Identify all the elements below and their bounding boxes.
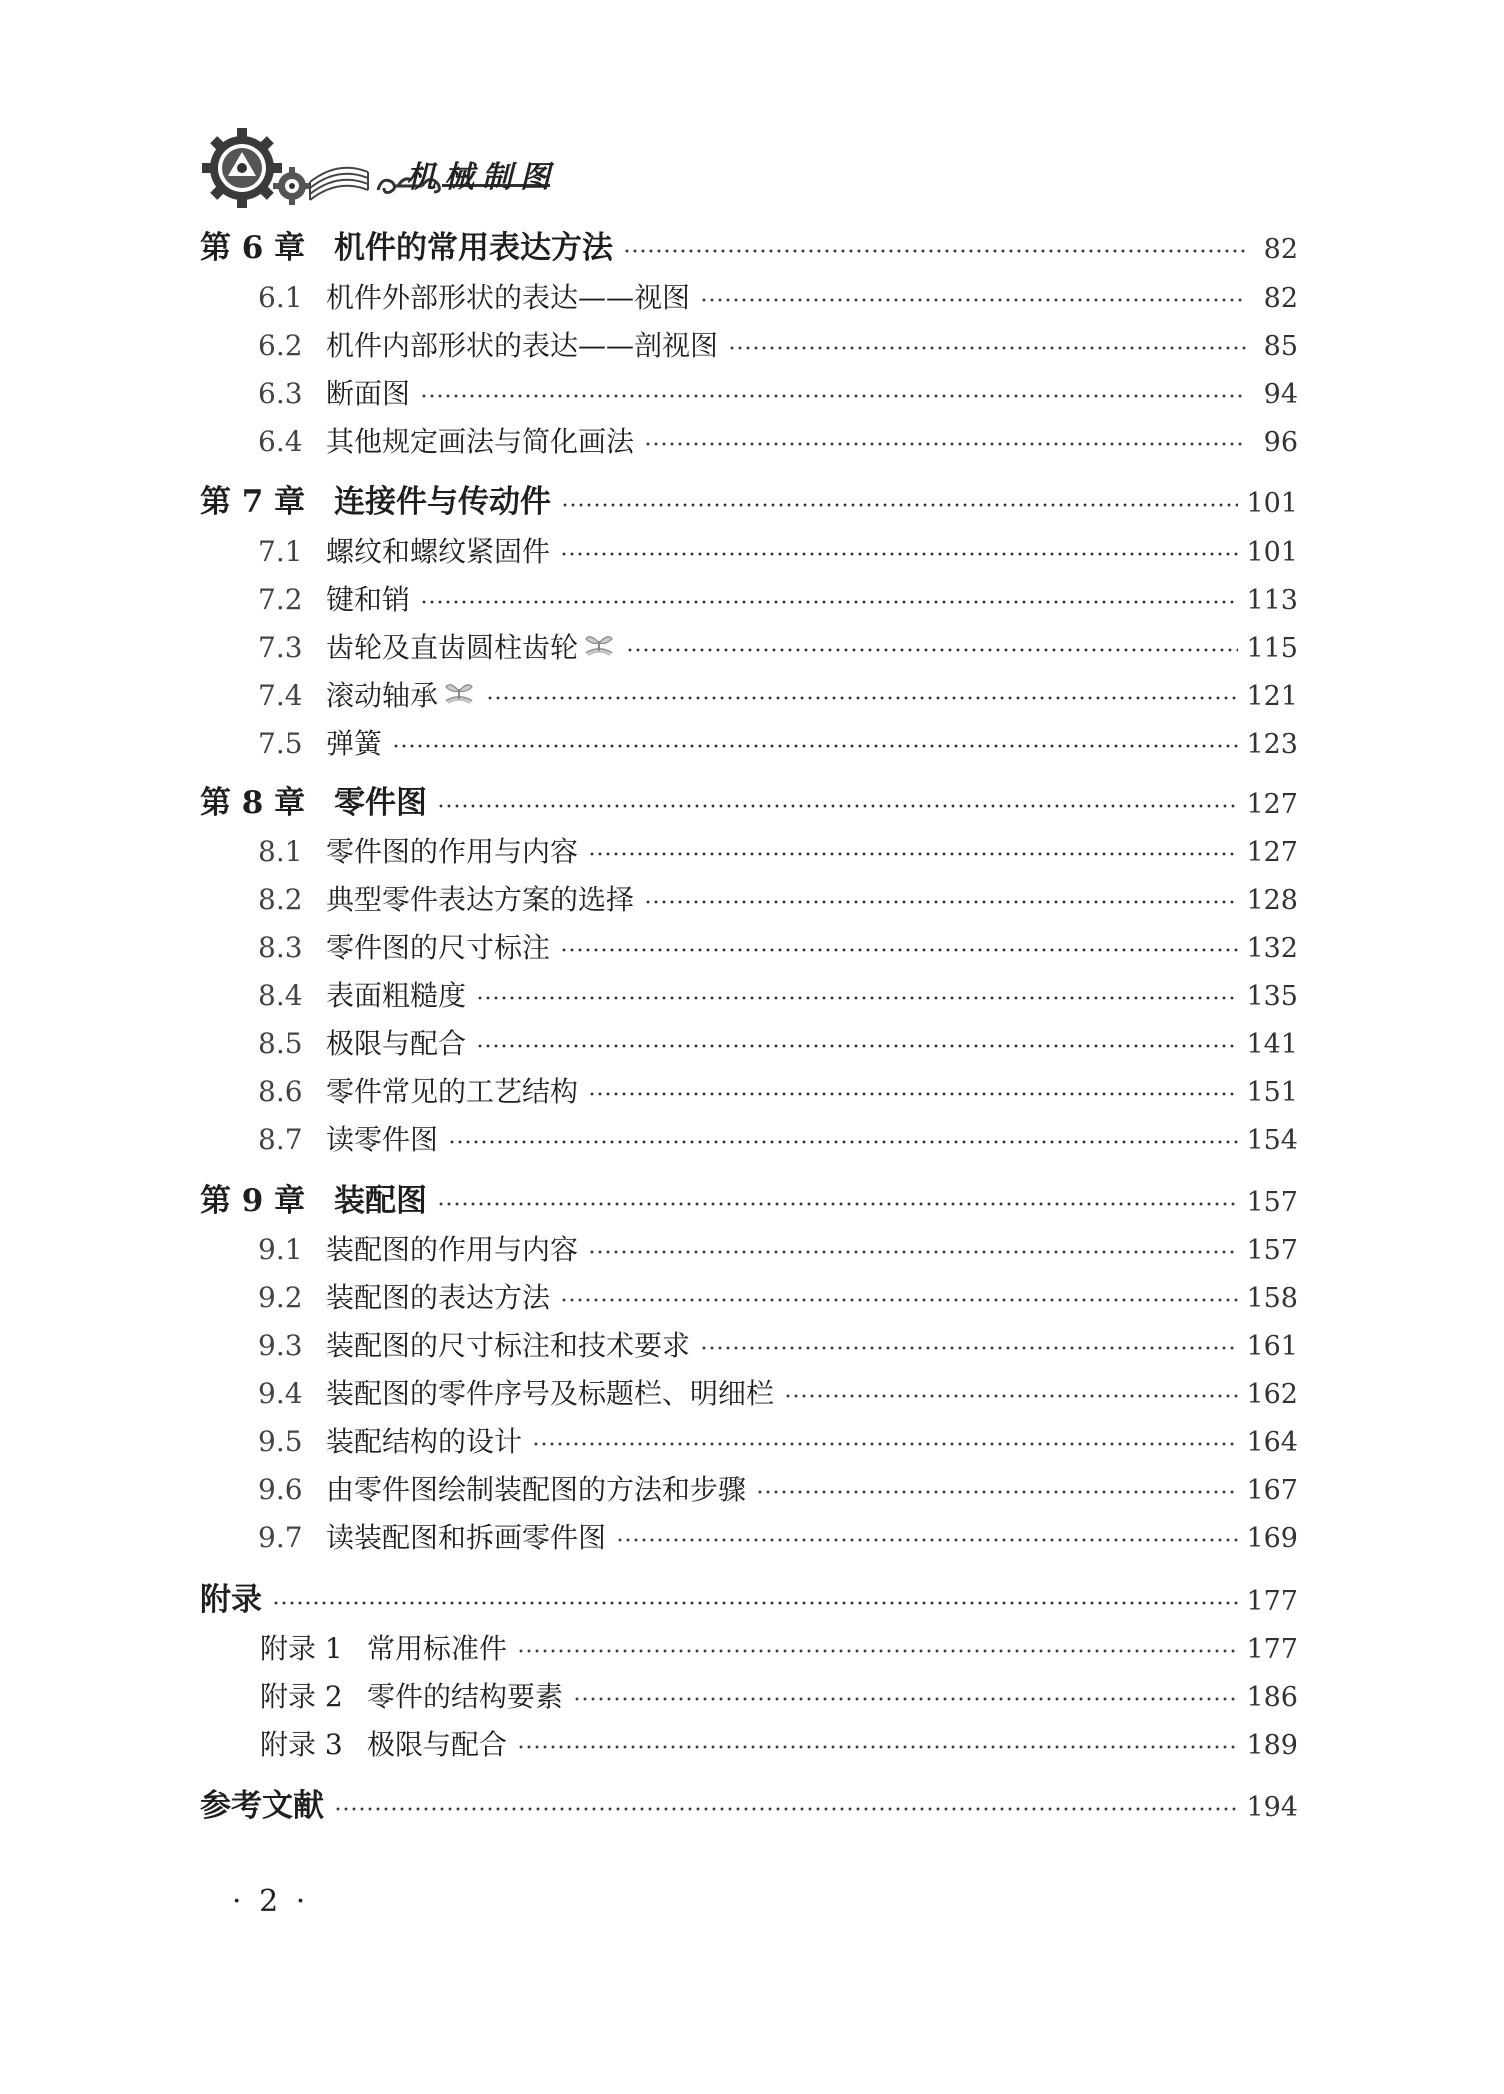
toc-entry-number: 附录 2	[260, 1680, 343, 1713]
toc-entry-page: 157	[1246, 1235, 1298, 1266]
toc-section-entry[interactable]	[258, 1420, 1298, 1460]
toc-entry-page: 132	[1246, 933, 1298, 964]
toc-entry-title: 机件外部形状的表达——视图	[326, 281, 691, 314]
toc-leader-dots	[626, 647, 1238, 653]
toc-entry-title: 极限与配合	[367, 1728, 508, 1761]
toc-entry-title: 读装配图和拆画零件图	[326, 1521, 607, 1554]
toc-entry-number: 8.1	[258, 835, 303, 868]
toc-entry-number: 附录 3	[260, 1728, 343, 1761]
toc-entry-title: 极限与配合	[326, 1027, 467, 1060]
toc-entry-title: 装配结构的设计	[326, 1425, 523, 1458]
toc-entry-title: 其他规定画法与简化画法	[326, 425, 635, 458]
toc-entry-title: 装配图的尺寸标注和技术要求	[326, 1329, 691, 1362]
toc-entry-number: 第 6 章	[200, 230, 306, 266]
toc-entry-number: 7.5	[258, 727, 303, 760]
toc-section-entry[interactable]	[258, 674, 1298, 714]
toc-leader-dots	[517, 1648, 1238, 1654]
toc-entry-page: 121	[1246, 681, 1298, 712]
toc-entry-title: 连接件与传动件	[334, 484, 551, 520]
toc-leader-dots	[437, 803, 1238, 809]
toc-entry-page: 85	[1263, 331, 1298, 362]
toc-section-entry[interactable]	[258, 420, 1298, 460]
toc-entry-page: 186	[1246, 1682, 1298, 1713]
toc-entry-title: 常用标准件	[367, 1632, 508, 1665]
toc-chapter-entry[interactable]	[200, 222, 1298, 267]
toc-section-entry[interactable]	[260, 1675, 1298, 1715]
toc-leader-dots	[623, 248, 1246, 254]
toc-entry-page: 169	[1246, 1523, 1298, 1554]
toc-entry-number: 7.3	[258, 631, 303, 664]
toc-entry-page: 194	[1246, 1792, 1298, 1823]
toc-leader-dots	[616, 1537, 1238, 1543]
toc-entry-title: 装配图的表达方法	[326, 1281, 551, 1314]
toc-entry-number: 8.7	[258, 1123, 303, 1156]
toc-leader-dots	[272, 1600, 1238, 1606]
toc-leader-dots	[700, 1345, 1238, 1351]
toc-section-entry[interactable]	[258, 1118, 1298, 1158]
toc-entry-number: 8.5	[258, 1027, 303, 1060]
toc-entry-title: 零件图的作用与内容	[326, 835, 579, 868]
toc-entry-page: 135	[1246, 981, 1298, 1012]
toc-leader-dots	[420, 393, 1246, 399]
toc-entry-number: 附录 1	[260, 1632, 343, 1665]
page-number: · 2 ·	[232, 1884, 310, 1919]
toc-entry-page: 161	[1246, 1331, 1298, 1362]
sprout-icon	[582, 631, 616, 664]
toc-entry-number: 9.7	[258, 1521, 303, 1554]
toc-entry-title: 表面粗糙度	[326, 979, 467, 1012]
toc-entry-page: 154	[1246, 1125, 1298, 1156]
toc-leader-dots	[588, 1249, 1238, 1255]
toc-entry-number: 6.4	[258, 425, 303, 458]
toc-entry-number: 6.2	[258, 329, 303, 362]
toc-section-entry[interactable]	[258, 626, 1298, 666]
toc-leader-dots	[437, 1201, 1238, 1207]
toc-chapter-entry[interactable]	[200, 1780, 1298, 1825]
toc-entry-page: 157	[1246, 1187, 1298, 1218]
toc-entry-title: 零件图的尺寸标注	[326, 931, 551, 964]
toc-entry-title: 滚动轴承	[326, 679, 439, 712]
toc-entry-title: 键和销	[326, 583, 411, 616]
toc-leader-dots	[588, 851, 1238, 857]
toc-section-entry[interactable]	[258, 1276, 1298, 1316]
toc-leader-dots	[728, 345, 1246, 351]
toc-entry-page: 177	[1246, 1634, 1298, 1665]
toc-section-entry[interactable]	[258, 1516, 1298, 1556]
toc-entry-title: 由零件图绘制装配图的方法和步骤	[326, 1473, 747, 1506]
toc-leader-dots	[448, 1139, 1238, 1145]
toc-entry-page: 123	[1246, 729, 1298, 760]
toc-leader-dots	[334, 1806, 1238, 1812]
toc-leader-dots	[784, 1393, 1238, 1399]
toc-chapter-entry[interactable]	[200, 1574, 1298, 1619]
toc-entry-page: 164	[1246, 1427, 1298, 1458]
toc-entry-page: 158	[1246, 1283, 1298, 1314]
toc-entry-page: 96	[1263, 427, 1298, 458]
toc-leader-dots	[560, 551, 1238, 557]
toc-entry-number: 6.1	[258, 281, 303, 314]
toc-entry-number: 9.4	[258, 1377, 303, 1410]
toc-entry-number: 9.6	[258, 1473, 303, 1506]
toc-section-entry[interactable]	[258, 830, 1298, 870]
toc-entry-page: 127	[1246, 837, 1298, 868]
toc-entry-number: 9.1	[258, 1233, 303, 1266]
toc-entry-title: 螺纹和螺纹紧固件	[326, 535, 551, 568]
toc-entry-number: 8.2	[258, 883, 303, 916]
toc-entry-title: 机件的常用表达方法	[334, 230, 613, 266]
toc-leader-dots	[561, 502, 1238, 508]
toc-chapter-entry[interactable]	[200, 777, 1298, 822]
toc-entry-title: 零件的结构要素	[367, 1680, 564, 1713]
toc-entry-title: 典型零件表达方案的选择	[326, 883, 635, 916]
toc-section-entry[interactable]	[258, 1022, 1298, 1062]
toc-entry-page: 141	[1246, 1029, 1298, 1060]
toc-leader-dots	[476, 1043, 1238, 1049]
toc-entry-page: 94	[1263, 379, 1298, 410]
toc-section-entry[interactable]	[258, 974, 1298, 1014]
toc-section-entry[interactable]	[258, 530, 1298, 570]
toc-entry-page: 151	[1246, 1077, 1298, 1108]
toc-entry-page: 82	[1263, 283, 1298, 314]
toc-entry-title: 装配图	[334, 1183, 427, 1219]
toc-leader-dots	[700, 297, 1246, 303]
toc-entry-title: 弹簧	[326, 727, 383, 760]
toc-entry-number: 9.5	[258, 1425, 303, 1458]
toc-entry-title: 参考文献	[200, 1788, 324, 1824]
toc-leader-dots	[420, 599, 1238, 605]
toc-entry-page: 113	[1246, 585, 1298, 616]
running-header-title: 机械制图	[406, 160, 558, 195]
toc-section-entry[interactable]	[258, 324, 1298, 364]
toc-entry-page: 189	[1246, 1730, 1298, 1761]
toc-leader-dots	[560, 947, 1238, 953]
toc-entry-title: 零件常见的工艺结构	[326, 1075, 579, 1108]
toc-entry-number: 8.4	[258, 979, 303, 1012]
toc-entry-number: 6.3	[258, 377, 303, 410]
toc-entry-number: 9.2	[258, 1281, 303, 1314]
toc-chapter-entry[interactable]	[200, 1175, 1298, 1220]
toc-entry-page: 167	[1246, 1475, 1298, 1506]
toc-entry-page: 128	[1246, 885, 1298, 916]
toc-entry-number: 第 7 章	[200, 484, 306, 520]
toc-entry-page: 127	[1246, 789, 1298, 820]
toc-section-entry[interactable]	[260, 1627, 1298, 1667]
toc-chapter-entry[interactable]	[200, 476, 1298, 521]
toc-entry-number: 7.2	[258, 583, 303, 616]
toc-section-entry[interactable]	[258, 276, 1298, 316]
toc-section-entry[interactable]	[258, 1070, 1298, 1110]
toc-leader-dots	[392, 743, 1238, 749]
toc-entry-number: 7.4	[258, 679, 303, 712]
toc-leader-dots	[756, 1489, 1238, 1495]
toc-leader-dots	[486, 695, 1238, 701]
sprout-icon	[442, 679, 476, 712]
toc-entry-title: 断面图	[326, 377, 411, 410]
toc-entry-title: 装配图的作用与内容	[326, 1233, 579, 1266]
toc-entry-title: 机件内部形状的表达——剖视图	[326, 329, 719, 362]
toc-leader-dots	[573, 1696, 1238, 1702]
toc-entry-page: 177	[1246, 1586, 1298, 1617]
toc-section-entry[interactable]	[260, 1723, 1298, 1763]
toc-section-entry[interactable]	[258, 578, 1298, 618]
toc-entry-title: 零件图	[334, 785, 427, 821]
toc-leader-dots	[476, 995, 1238, 1001]
toc-section-entry[interactable]	[258, 722, 1298, 762]
toc-section-entry[interactable]	[258, 1228, 1298, 1268]
toc-entry-title: 齿轮及直齿圆柱齿轮	[326, 631, 579, 664]
toc-entry-page: 101	[1246, 537, 1298, 568]
toc-entry-title: 读零件图	[326, 1123, 439, 1156]
toc-section-entry[interactable]	[258, 926, 1298, 966]
toc-section-entry[interactable]	[258, 372, 1298, 412]
toc-entry-title: 附录	[200, 1582, 262, 1618]
toc-leader-dots	[644, 441, 1246, 447]
toc-leader-dots	[532, 1441, 1238, 1447]
toc-leader-dots	[517, 1744, 1238, 1750]
toc-entry-number: 8.6	[258, 1075, 303, 1108]
toc-section-entry[interactable]	[258, 878, 1298, 918]
toc-entry-page: 162	[1246, 1379, 1298, 1410]
toc-leader-dots	[588, 1091, 1238, 1097]
toc-entry-number: 8.3	[258, 931, 303, 964]
toc-leader-dots	[644, 899, 1238, 905]
toc-entry-number: 第 8 章	[200, 785, 306, 821]
toc-entry-number: 第 9 章	[200, 1183, 306, 1219]
toc-leader-dots	[560, 1297, 1238, 1303]
toc-entry-page: 115	[1246, 633, 1298, 664]
toc-entry-number: 9.3	[258, 1329, 303, 1362]
toc-section-entry[interactable]	[258, 1468, 1298, 1508]
toc-entry-number: 7.1	[258, 535, 303, 568]
toc-section-entry[interactable]	[258, 1324, 1298, 1364]
toc-section-entry[interactable]	[258, 1372, 1298, 1412]
toc-entry-page: 101	[1246, 488, 1298, 519]
toc-entry-page: 82	[1263, 234, 1298, 265]
toc-entry-title: 装配图的零件序号及标题栏、明细栏	[326, 1377, 775, 1410]
